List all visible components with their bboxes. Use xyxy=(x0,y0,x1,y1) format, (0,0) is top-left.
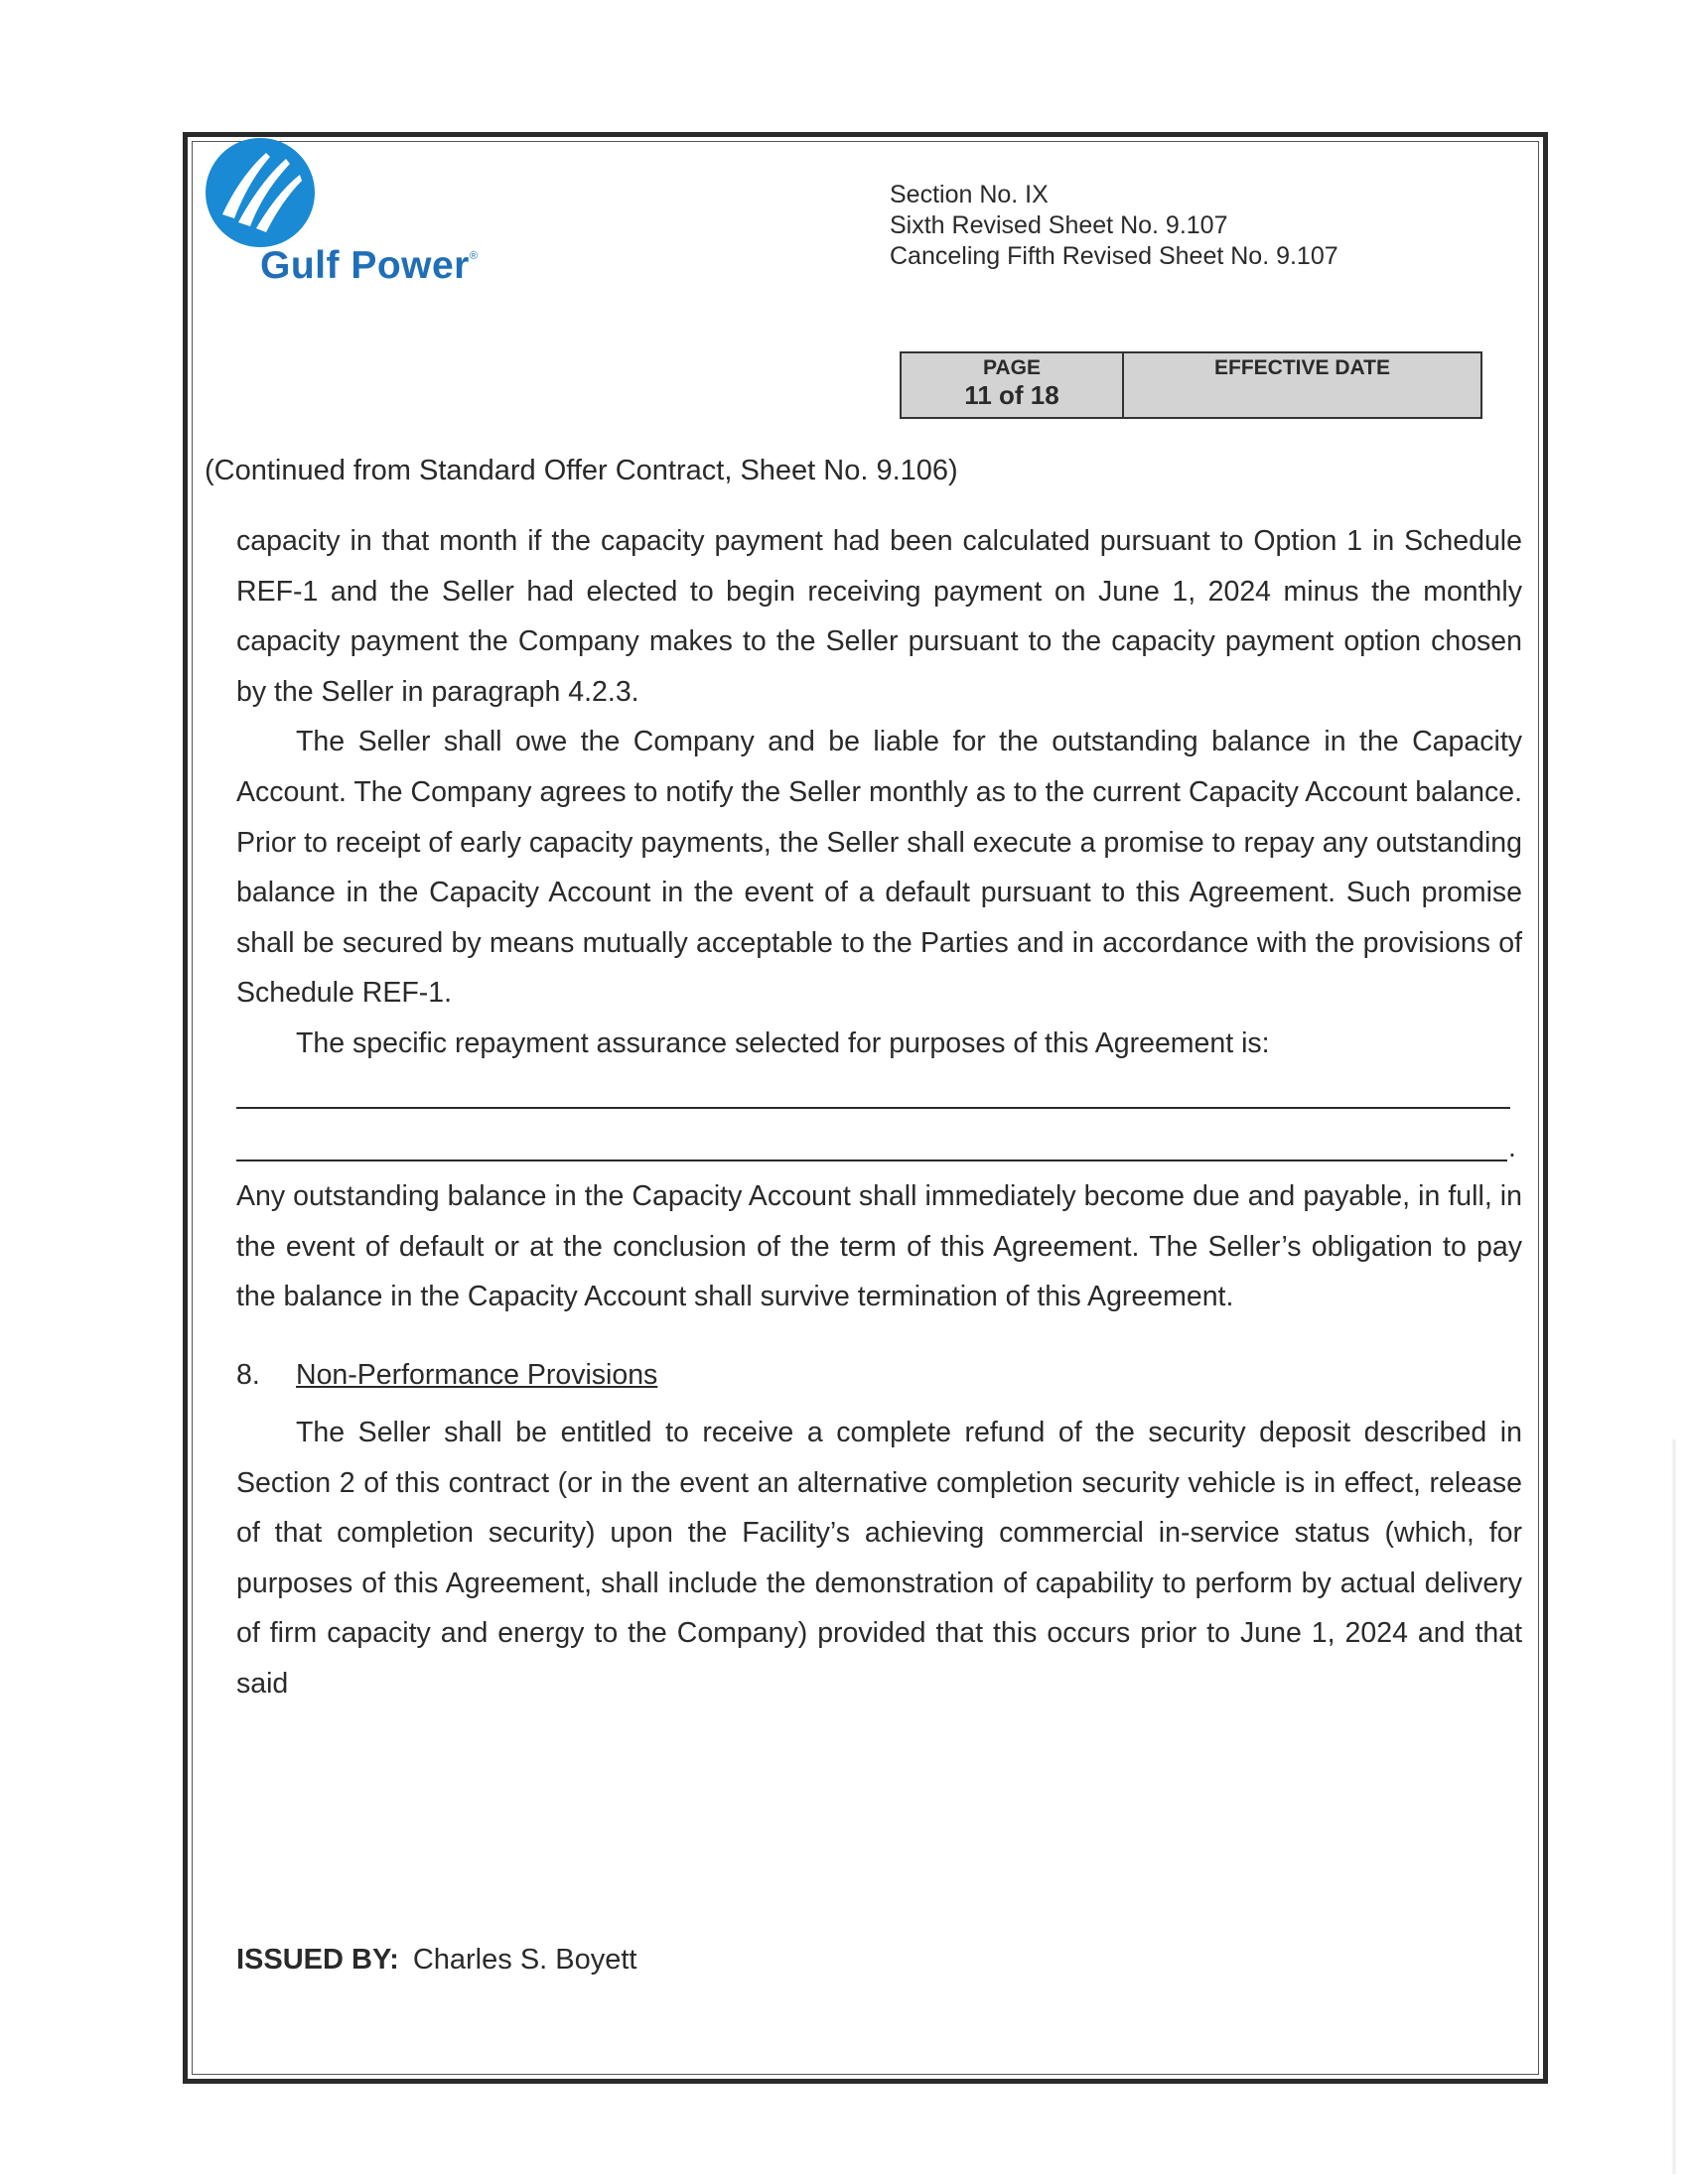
body-block-1 xyxy=(236,516,1522,1069)
page-value: 11 of 18 xyxy=(964,380,1059,410)
page-cell xyxy=(902,353,1124,417)
paragraph-3: The specific repayment assurance selected for purposes of this Agreement is: xyxy=(296,1026,1270,1059)
body-block-3 xyxy=(236,1408,1522,1709)
paragraph-2: The Seller shall owe the Company and be liable for the outstanding balance in the Capacity Account. The Company agrees to notify the Seller monthly as to the current Capacity Account balance. Prior to receipt of early capacity payments, the Seller shall execute a promise to repay any outstanding balance in the Capacity Account in the event of a default pursuant to this Agreement. Such promise shall be secured by means mutually acceptable to the Parties and in accordance with the provisions of Schedule REF-1. xyxy=(236,726,1522,1010)
effective-date-label: EFFECTIVE DATE xyxy=(1214,356,1390,379)
section-8-number: 8. xyxy=(236,1359,260,1391)
section-8-heading xyxy=(236,1359,657,1392)
effective-date-cell xyxy=(1124,353,1480,417)
scan-edge-shadow xyxy=(1671,1439,1677,2174)
section-8-title: Non-Performance Provisions xyxy=(296,1359,658,1391)
section-number: Section No. IX xyxy=(890,181,1049,208)
sheet-info xyxy=(890,180,1338,272)
body-block-2 xyxy=(236,1171,1522,1322)
page-label: PAGE xyxy=(983,356,1041,379)
repayment-blank-line-2 xyxy=(236,1160,1507,1161)
blank-line-period: . xyxy=(1508,1132,1516,1162)
page-info-box xyxy=(900,351,1482,419)
issued-by xyxy=(236,1944,636,1977)
gulf-power-logo-icon xyxy=(205,137,316,248)
sheet-number: Sixth Revised Sheet No. 9.107 xyxy=(890,211,1228,239)
repayment-blank-line-1 xyxy=(236,1107,1510,1109)
issued-by-label: ISSUED BY: xyxy=(236,1944,399,1976)
canceling-sheet: Canceling Fifth Revised Sheet No. 9.107 xyxy=(890,242,1338,270)
issued-by-name: Charles S. Boyett xyxy=(412,1944,637,1976)
brand-name: Gulf Power® xyxy=(260,244,479,287)
company-logo xyxy=(205,137,562,296)
paragraph-5: The Seller shall be entitled to receive a complete refund of the security deposit described in Section 2 of this contract (or in the event an alternative completion security vehicle is in effect, release of that completion security) upon the Facility’s achieving commercial in-service status (which, for purposes of this Agreement, shall include the demonstration of capability to perform by actual delivery of firm capacity and energy to the Company) provided that this occurs prior to June 1, 2024 and that said xyxy=(236,1417,1522,1700)
paragraph-1: capacity in that month if the capacity payment had been calculated pursuant to Option 1 in Schedule REF-1 and the Seller had elected to begin receiving payment on June 1, 2024 minus the monthly capacity payment the Company makes to the Seller pursuant to the capacity payment option chosen by the Seller in paragraph 4.2.3. xyxy=(236,525,1522,708)
paragraph-4: Any outstanding balance in the Capacity Account shall immediately become due and payable, in full, in the event of default or at the conclusion of the term of this Agreement. The Seller’s obligation to pay the balance in the Capacity Account shall survive termination of this Agreement. xyxy=(236,1180,1522,1313)
continued-note: (Continued from Standard Offer Contract, Sheet No. 9.106) xyxy=(205,455,958,486)
